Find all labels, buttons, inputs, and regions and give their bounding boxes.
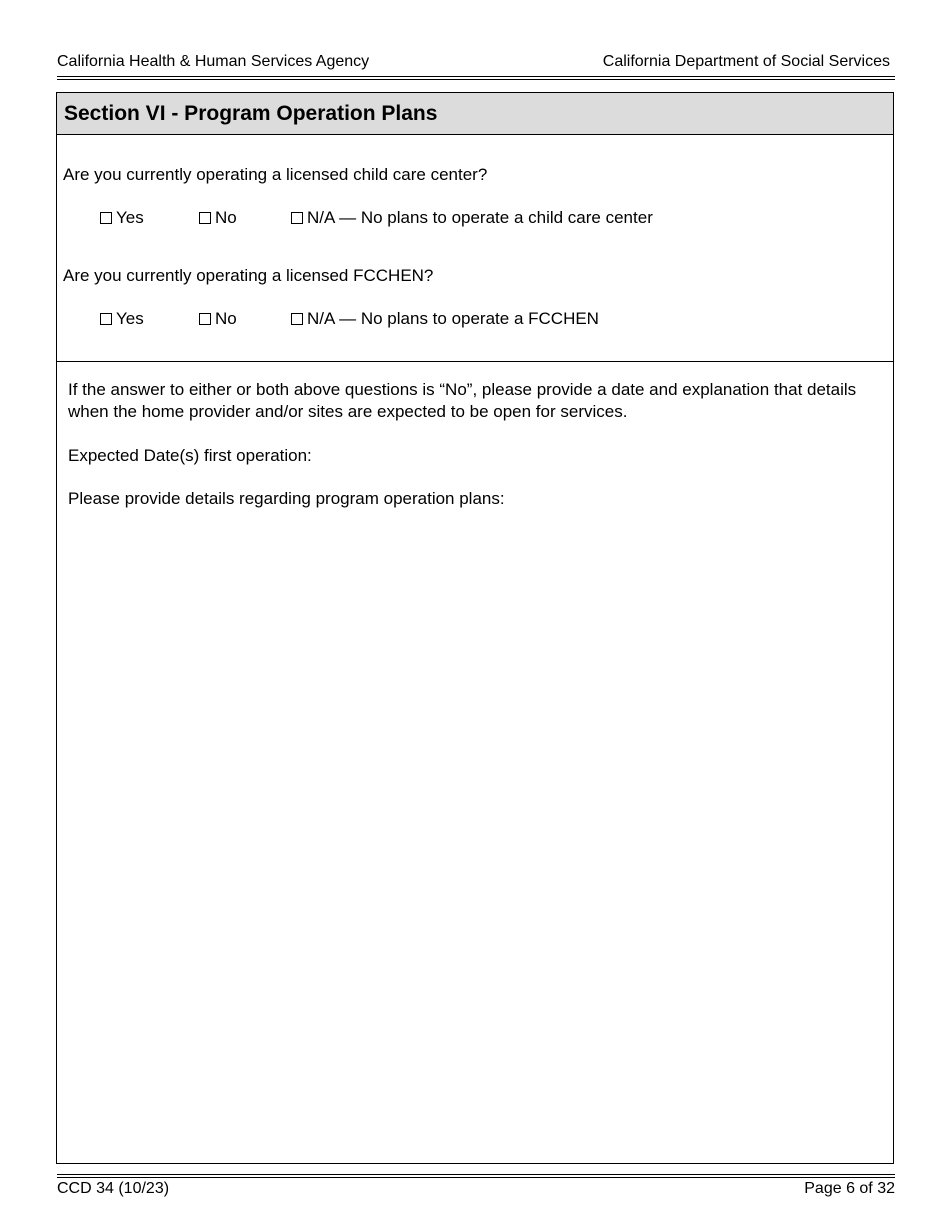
question-child-care-center: Are you currently operating a licensed child care center? [63,165,488,184]
option-label: N/A — No plans to operate a FCCHEN [307,309,599,328]
header-rule [57,79,895,80]
form-id: CCD 34 (10/23) [57,1180,170,1197]
page-number: Page 6 of 32 [804,1180,895,1197]
checkbox-icon[interactable] [199,313,211,325]
header-rule [57,76,895,77]
checkbox-icon[interactable] [291,212,303,224]
checkbox-icon[interactable] [100,313,112,325]
option-label: No [215,208,237,227]
section-divider [57,361,893,362]
section-title: Section VI - Program Operation Plans [64,102,438,125]
checkbox-icon[interactable] [199,212,211,224]
checkbox-icon[interactable] [291,313,303,325]
option-fcchen-na[interactable] [291,309,599,329]
option-center-na[interactable] [291,208,653,228]
checkbox-icon[interactable] [100,212,112,224]
question-fcchen: Are you currently operating a licensed FCCHEN? [63,266,434,285]
plans-label: Please provide details regarding program operation plans: [68,489,505,508]
footer-rule [57,1174,895,1175]
option-label: No [215,309,237,328]
expected-date-label: Expected Date(s) first operation: [68,446,312,465]
footer-rule [57,1177,895,1178]
option-label: N/A — No plans to operate a child care center [307,208,653,227]
option-center-no[interactable] [199,208,237,228]
section-frame [56,92,894,1164]
option-label: Yes [116,208,144,227]
header-department: California Department of Social Services [602,53,890,70]
option-label: Yes [116,309,144,328]
header-agency: California Health & Human Services Agency [57,53,370,70]
option-fcchen-no[interactable] [199,309,237,329]
section-header [57,93,893,135]
option-fcchen-yes[interactable] [100,309,144,329]
option-center-yes[interactable] [100,208,144,228]
instruction-text: If the answer to either or both above questions is “No”, please provide a date and explanation that details when the home provider and/or sites are expected to be open for services. [68,380,857,421]
